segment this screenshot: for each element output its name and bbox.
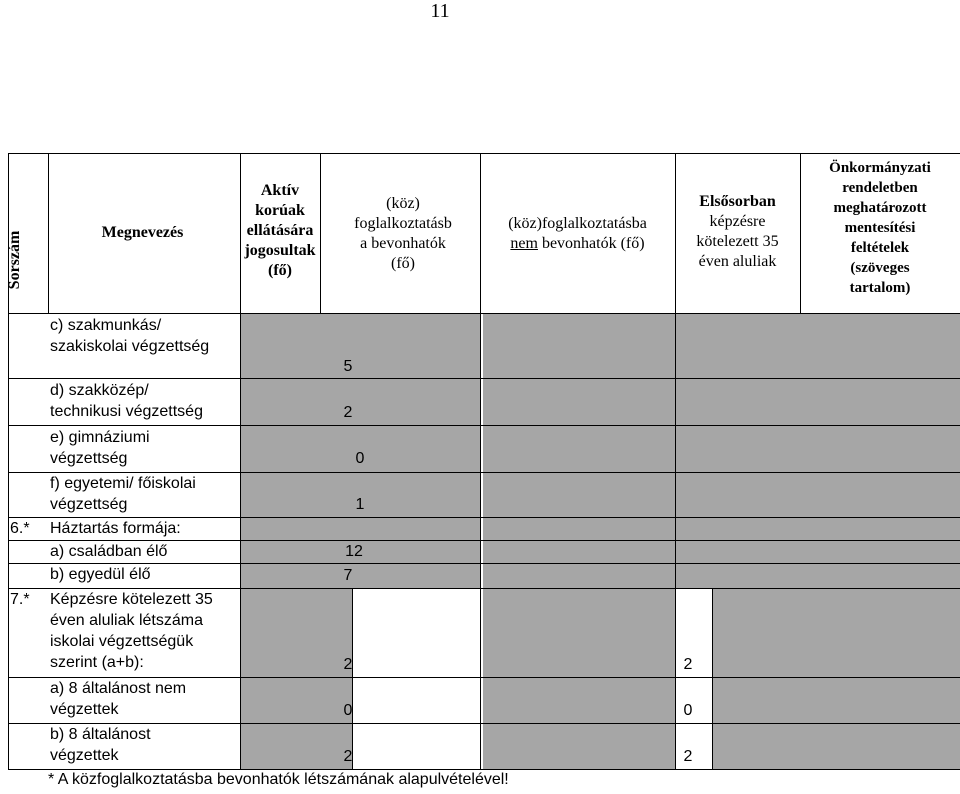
table-cell-value: 7 [343,567,353,584]
header-sorszam: Sorszám [6,230,23,290]
table-row-number: 7.* [10,591,30,608]
header-elsosorban: Elsősorban képzésre kötelezett 35 éven aluliak [696,193,779,270]
table-cell-value: 2 [683,748,693,765]
table-row-label: c) szakmunkás/ szakiskolai végzettség [50,317,210,355]
header-koz-bevonhatok: (köz) foglalkoztatásb a bevonhatók (fő) [354,195,452,272]
table-row-label: Háztartás formája: [50,520,181,537]
table-cell-value: 1 [355,496,365,513]
table-row-label: b) egyedül élő [50,566,151,583]
header-koz-nem-bevonhatok: (köz)foglalkoztatásba nem bevonhatók (fő) [508,215,647,252]
table-cell-value: 0 [683,702,693,719]
table-cell-value: 2 [343,748,353,765]
table-cell-value: 2 [343,404,353,421]
header-megnevezes: Megnevezés [101,224,184,241]
table-row-label: Képzésre kötelezett 35 éven aluliak létszáma iskolai végzettségük szerint (a+b): [50,591,213,671]
table-row-number: 6.* [10,520,30,537]
shaded-cell [712,588,960,769]
table-cell-value: 2 [343,656,353,673]
table-row-label: f) egyetemi/ főiskolai végzettség [50,475,196,513]
table-cell-value: 0 [343,702,353,719]
shaded-cell [483,313,960,588]
shaded-cell [240,588,352,769]
table-row-label: a) családban élő [50,543,168,560]
table-row-label: b) 8 általánost végzettek [50,726,151,764]
table-cell-value: 0 [355,450,365,467]
table-row-label: e) gimnáziumi végzettség [50,429,150,467]
header-onkormanyzati: Önkormányzati rendeletben meghatározott mentesítési feltételek (szöveges tartalom) [829,160,931,296]
table-row-label: a) 8 általánost nem végzettek [50,680,187,718]
page-number: 11 [430,0,450,22]
table-cell-value: 5 [343,358,353,375]
table-cell-value: 12 [345,543,363,560]
table-cell-value: 2 [683,656,693,673]
table-row-label: d) szakközép/ technikusi végzettség [50,382,203,420]
footnote: * A közfoglalkoztatásba bevonhatók létszámának alapulvételével! [48,771,509,788]
header-aktiv: Aktív korúak ellátására jogosultak (fő) [244,182,316,279]
shaded-cell [483,588,675,769]
